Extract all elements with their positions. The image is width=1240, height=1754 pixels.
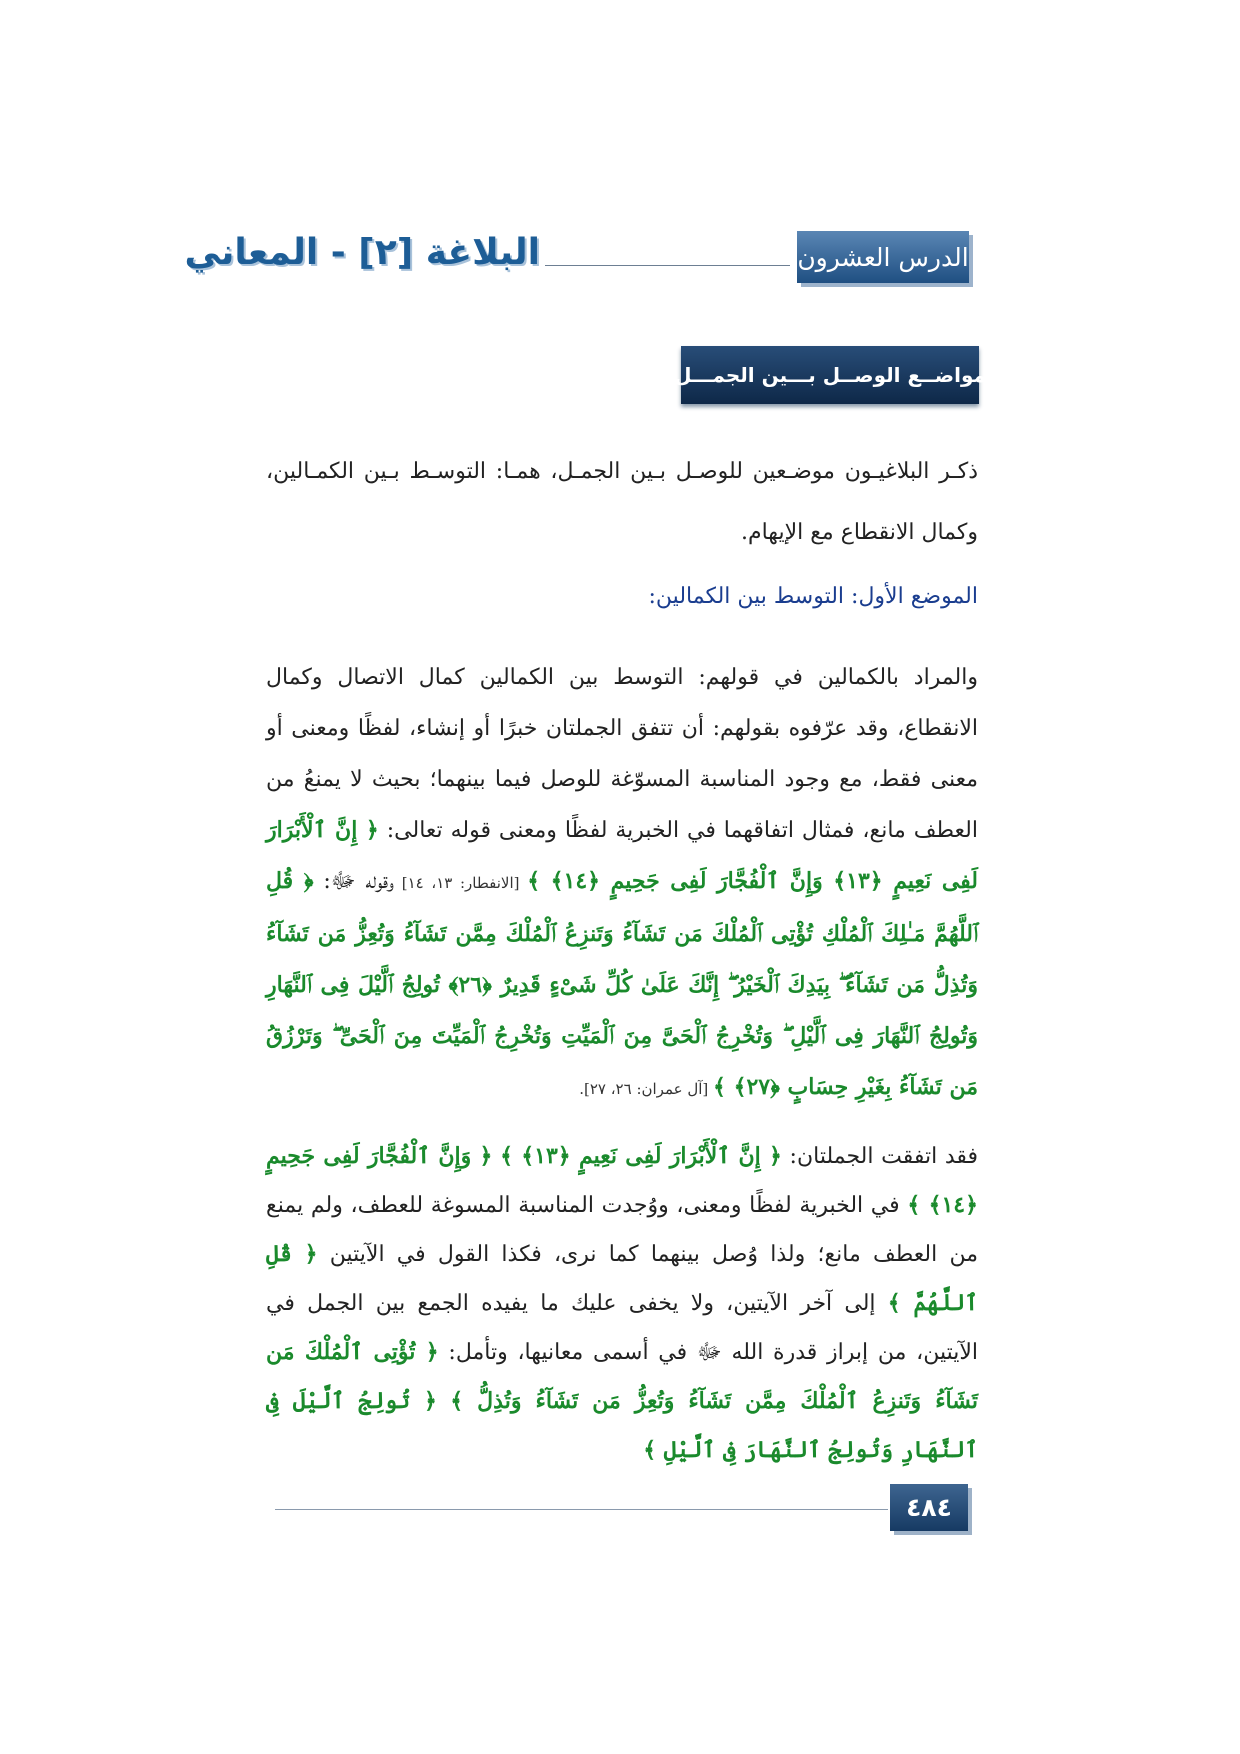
body-text: وقوله ﷻ:	[313, 869, 395, 894]
body-text: فقد اتفقت الجملتان:	[781, 1144, 979, 1169]
body-text	[437, 1389, 450, 1414]
explanation-paragraph	[266, 1132, 978, 1475]
lesson-label: الدرس العشرون	[797, 231, 969, 283]
quran-verse: ﴿ إِنَّ ٱلْأَبْرَارَ لَفِى نَعِيمٍ ﴿١٣﴾ ﴾	[500, 1143, 782, 1169]
body-text	[492, 1144, 500, 1169]
quran-verse: ﴿ تُولِجُ ٱلَّيْلَ فِى ٱلنَّهَارِ وَتُولِجُ ٱلنَّهَارَ فِى ٱلَّيْلِ ﴾	[266, 1388, 978, 1463]
subheading: الموضع الأول: التوسط بين الكمالين:	[648, 584, 978, 609]
quran-verse: ﴿ تُؤْتِى ٱلْمُلْكَ مَن تَشَآءُ وَتَنزِعُ ٱلْمُلْكَ مِمَّن تَشَآءُ وَتُعِزُّ مَن تَشَآءُ وَتُذِلُّ ﴾	[266, 1339, 978, 1414]
definition-paragraph	[266, 652, 978, 1115]
verse-reference: [آل عمران: ٢٦، ٢٧].	[579, 1080, 714, 1098]
verse-reference: [الانفطار: ١٣، ١٤]	[394, 874, 528, 892]
header-divider	[545, 265, 790, 266]
page-number: ٤٨٤	[890, 1484, 968, 1531]
footer-divider	[275, 1509, 888, 1510]
body-text: والمراد بالكمالين في قولهم: التوسط بين الكمالين كمال الاتصال وكمال الانقطاع، وقد عرّفوه بقولهم: أن تتفق الجملتان خبرًا أو إنشاء، لفظًا ومعنى أو معنى فقط، مع وجود المناسبة المسوّغة للوصل فيما بينهما؛ بحيث لا يمنعُ من العطف مانع، فمثال اتفاقهما في الخبرية لفظًا ومعنى قوله تعالى:	[266, 665, 978, 843]
quran-verse: ﴿ وَإِنَّ ٱلْفُجَّارَ لَفِى جَحِيمٍ ﴿١٤﴾ ﴾	[266, 1143, 978, 1218]
body-text: إلى آخر الآيتين، ولا يخفى عليك ما يفيده الجمع بين الجمل في الآيتين، من إبراز قدرة الله ﷻ في أسمى معانيها، وتأمل:	[266, 1291, 979, 1365]
quran-verse: ﴿ إِنَّ ٱلْأَبْرَارَ لَفِى نَعِيمٍ ﴿١٣﴾ وَإِنَّ ٱلْفُجَّارَ لَفِى جَحِيمٍ ﴿١٤﴾ ﴾	[266, 817, 978, 894]
quran-verse: ﴿ قُلِ ٱللَّهُمَّ مَـٰلِكَ ٱلْمُلْكِ تُؤْتِى ٱلْمُلْكَ مَن تَشَآءُ وَتَنزِعُ ٱلْمُلْكَ مِمَّن تَشَآءُ وَتُعِزُّ مَن تَشَآءُ وَتُذِلُّ مَن تَشَآءُ ۖ بِيَدِكَ ٱلْخَيْرُ ۖ إِنَّكَ عَلَىٰ كُلِّ شَىْءٍ قَدِيرٌ ﴿٢٦﴾ تُولِجُ ٱلَّيْلَ فِى ٱلنَّهَارِ وَتُولِجُ ٱلنَّهَارَ فِى ٱلَّيْلِ ۖ وَتُخْرِجُ ٱلْحَىَّ مِنَ ٱلْمَيِّتِ وَتُخْرِجُ ٱلْمَيِّتَ مِنَ ٱلْحَىِّ ۖ وَتَرْزُقُ مَن تَشَآءُ بِغَيْرِ حِسَابٍ ﴿٢٧﴾ ﴾	[266, 868, 978, 1100]
quran-verse: ﴿ قُلِ ٱللَّهُمَّ ﴾	[266, 1241, 978, 1316]
book-title: البلاغة [٢] - المعاني	[184, 232, 540, 273]
body-text: في الخبرية لفظًا ومعنى، ووُجدت المناسبة المسوغة للعطف، ولم يمنع من العطف مانع؛ ولذا وُصل بينهما كما نرى، فكذا القول في الآيتين	[266, 1193, 978, 1267]
intro-paragraph: ذكـر البلاغيـون موضـعين للوصـل بـين الجمـل، همـا: التوسـط بـين الكمـالين، وكمال الانقطاع مع الإيهام.	[266, 459, 978, 545]
section-title: مواضــع الوصــل بـــين الجمـــل	[681, 346, 979, 404]
